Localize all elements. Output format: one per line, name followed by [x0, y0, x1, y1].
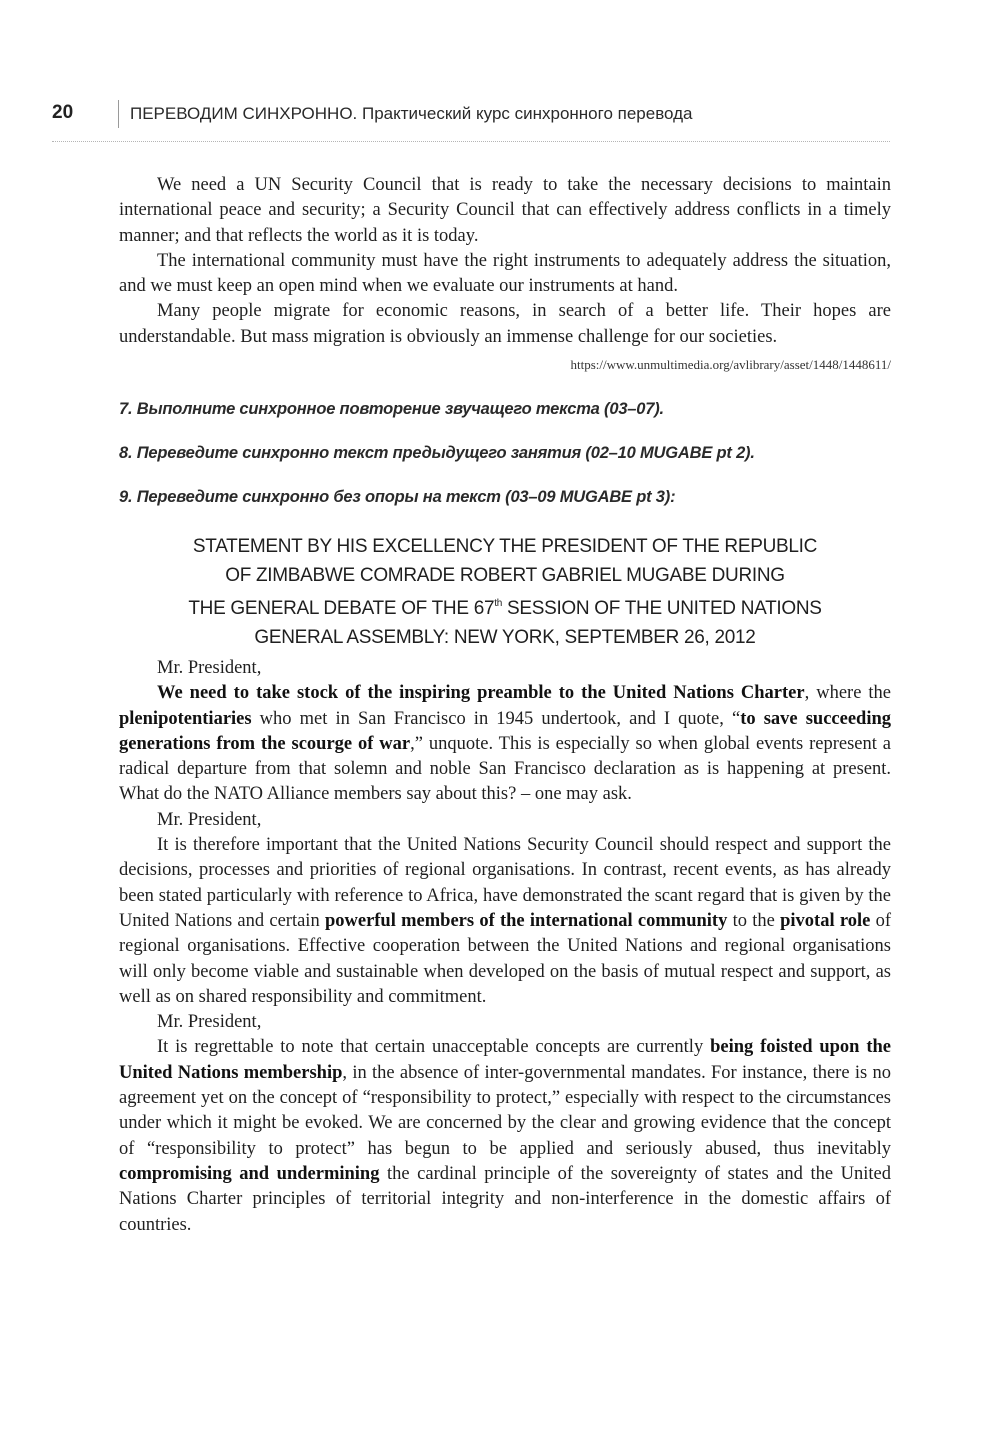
excerpt-paragraph: Many people migrate for economic reasons, in search of a better life. Their hopes are understandable. But mass migration is obviously an immense challenge for our societies. — [119, 301, 891, 347]
task-8: 8. Переведите синхронно текст предыдущего занятия (02–10 MUGABE pt 2). — [119, 444, 755, 462]
header-rule — [52, 141, 890, 142]
excerpt-paragraph: We need a UN Security Council that is ready to take the necessary decisions to maintain international peace and security; a Security Council that can effectively address conflicts in a timely manner; and that reflects the world as it is today. — [119, 175, 891, 246]
header-divider — [118, 100, 119, 128]
excerpt-paragraph: The international community must have the right instruments to adequately address the situation, and we must keep an open mind when we evaluate our instruments at hand. — [119, 250, 891, 297]
task-9: 9. Переведите синхронно без опоры на текст (03–09 MUGABE pt 3): — [119, 488, 676, 506]
running-title: ПЕРЕВОДИМ СИНХРОННО. Практический курс синхронного перевода — [130, 104, 693, 123]
excerpt-text — [119, 173, 891, 350]
speech-paragraph: It is regrettable to note that certain unacceptable concepts are currently being foisted upon the United Nations membership, in the absence of inter-governmental mandates. For instance, there is no agreement yet on the concept of “responsibility to protect,” especially with respect to the circumstances under which it might be evoked. We are concerned by the clear and growing evidence that the concept of “responsibility to protect” has begun to be applied and seriously abused, thus inevitably compromising and undermining the cardinal principle of the sovereignty of states and the United Nations Charter principles of territorial integrity and non-interference in the domestic affairs of countries. — [119, 1037, 892, 1235]
title-line: OF ZIMBABWE COMRADE ROBERT GABRIEL MUGABE DURING — [225, 564, 785, 586]
page-number: 20 — [52, 102, 74, 123]
speech-paragraph: We need to take stock of the inspiring preamble to the United Nations Charter, where the plenipotentiaries who met in San Francisco in 1945 undertook, and I quote, “to save succeeding generations from the scourge of war,” unquote. This is especially so when global events represent a radical departure from that solemn and noble San Francisco declaration as is happening at present. What do the NATO Alliance members say about this? – one may ask. — [119, 683, 892, 805]
title-line: THE GENERAL DEBATE OF THE 67th SESSION OF THE UNITED NATIONS — [188, 598, 822, 619]
salutation: Mr. President, — [157, 1012, 262, 1033]
title-line: GENERAL ASSEMBLY: NEW YORK, SEPTEMBER 26, 2012 — [254, 626, 756, 648]
statement-title — [119, 533, 891, 652]
task-7: 7. Выполните синхронное повторение звучащего текста (03–07). — [119, 400, 664, 418]
page-header — [52, 100, 890, 130]
speech-text — [119, 656, 891, 1238]
speech-paragraph: It is therefore important that the United Nations Security Council should respect and support the decisions, processes and priorities of regional organisations. In contrast, recent events, as has already been stated particularly with reference to Africa, have demonstrated the scant regard that is given by the United Nations and certain powerful members of the international community to the pivotal role of regional organisations. Effective cooperation between the United Nations and regional organisations will only become viable and sustainable when developed on the basis of mutual respect and support, as well as on shared responsibility and commitment. — [119, 835, 891, 1007]
source-link[interactable]: https://www.unmultimedia.org/avlibrary/asset/1448/1448611/ — [570, 357, 891, 372]
title-line: STATEMENT BY HIS EXCELLENCY THE PRESIDENT OF THE REPUBLIC — [192, 536, 818, 557]
salutation: Mr. President, — [157, 809, 262, 830]
salutation: Mr. President, — [157, 658, 262, 678]
